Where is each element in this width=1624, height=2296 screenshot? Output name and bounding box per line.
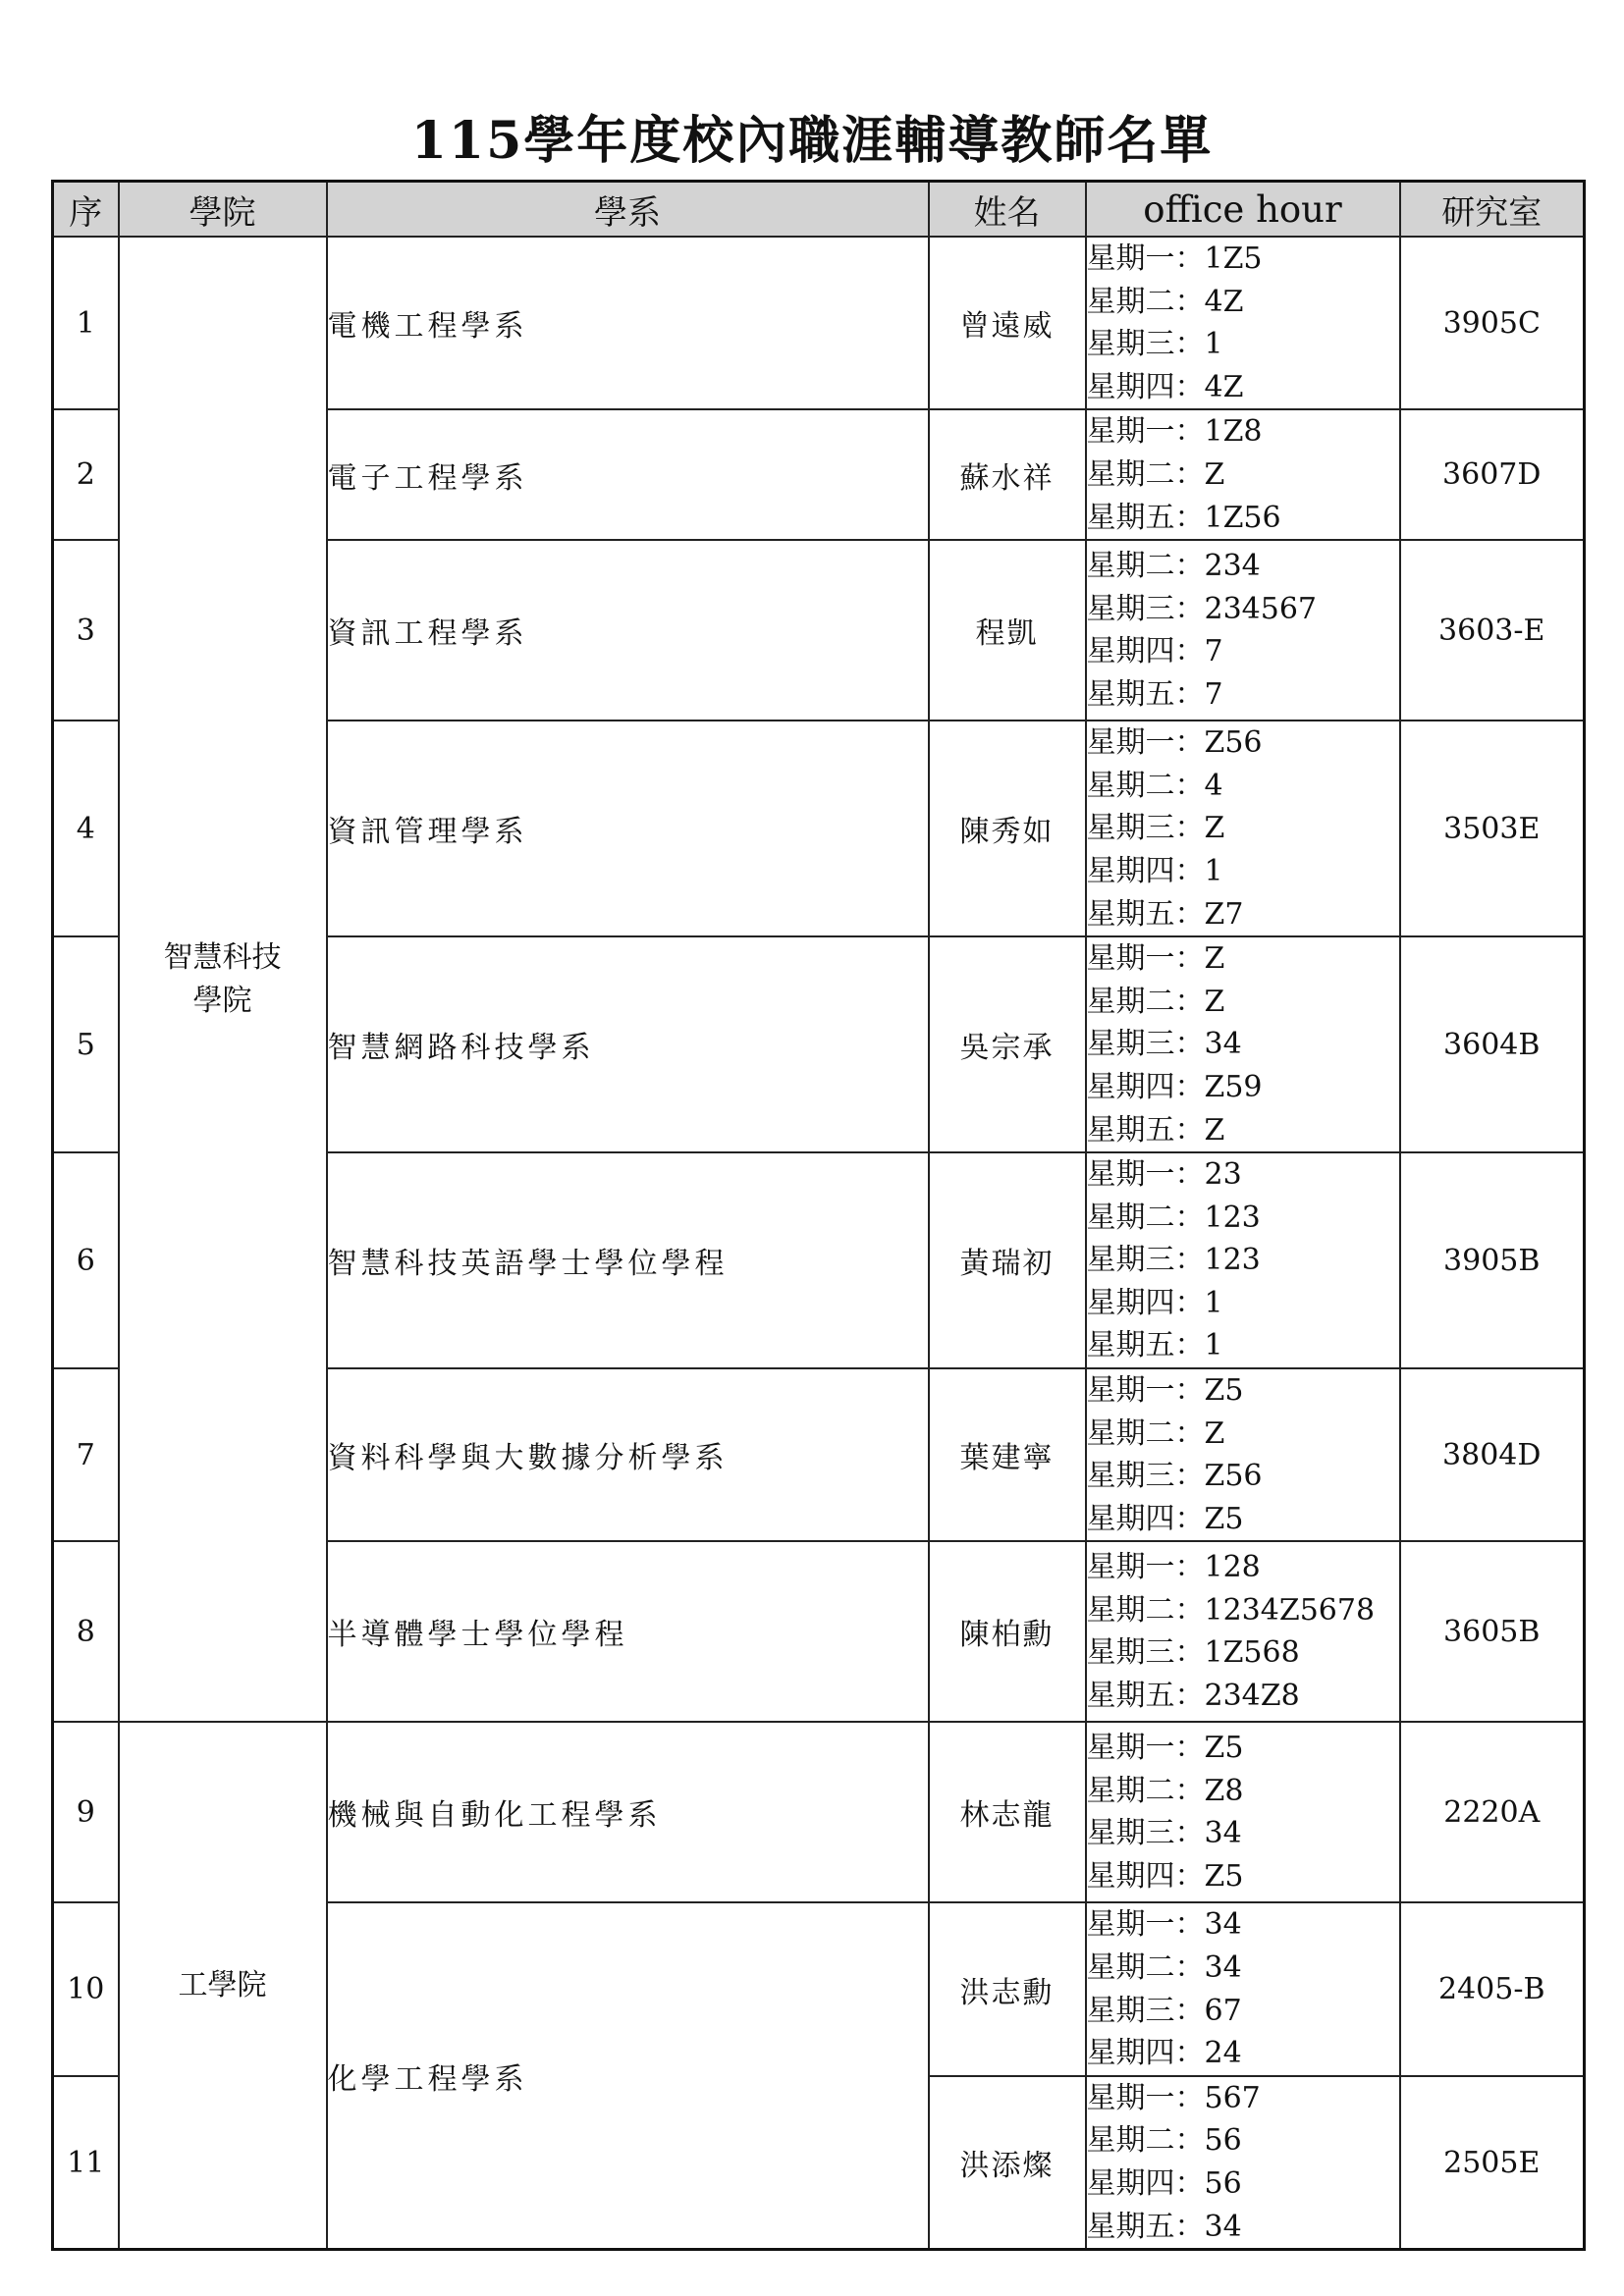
office-hour-line: 星期四：Z5	[1086, 1859, 1244, 1895]
header-seq: 序	[53, 182, 119, 238]
seq-cell: 9	[53, 1722, 119, 1902]
seq-cell: 7	[53, 1368, 119, 1541]
office-hour-line: 星期四：Z5	[1086, 1501, 1244, 1536]
department-cell: 資訊管理學系	[327, 721, 929, 936]
office-hour-line: 星期三：67	[1086, 1993, 1242, 2028]
office-hour-line: 星期三：1Z568	[1086, 1635, 1300, 1671]
college-label: 學院	[192, 983, 252, 1018]
office-hour-line: 星期一：Z5	[1086, 1731, 1244, 1766]
room-cell: 3503E	[1400, 721, 1585, 936]
room-cell: 3604B	[1400, 936, 1585, 1152]
office-hour-cell	[1086, 1152, 1400, 1368]
room-cell: 2405-B	[1400, 1902, 1585, 2075]
room-cell: 2505E	[1400, 2076, 1585, 2250]
seq-cell: 4	[53, 721, 119, 936]
room-cell: 3607D	[1400, 409, 1585, 540]
table-header-row	[53, 182, 1585, 238]
teacher-name: 曾遠威	[929, 237, 1086, 409]
office-hour-line: 星期五：Z	[1086, 1112, 1225, 1148]
office-hour-line: 星期三：Z56	[1086, 1459, 1263, 1494]
office-hour-line: 星期一：23	[1086, 1157, 1242, 1193]
header-room: 研究室	[1400, 182, 1585, 238]
office-hour-cell	[1086, 1368, 1400, 1541]
header-name: 姓名	[929, 182, 1086, 238]
teacher-name: 陳柏勳	[929, 1541, 1086, 1722]
office-hour-line: 星期一：128	[1086, 1550, 1261, 1585]
office-hour-line: 星期三：234567	[1086, 591, 1318, 626]
seq-cell: 10	[53, 1902, 119, 2075]
teacher-name: 洪添燦	[929, 2076, 1086, 2250]
table-row	[53, 237, 1585, 409]
room-cell: 3605B	[1400, 1541, 1585, 1722]
office-hour-line: 星期二：Z	[1086, 456, 1225, 492]
department-cell: 資料科學與大數據分析學系	[327, 1368, 929, 1541]
teacher-name: 程凱	[929, 540, 1086, 721]
department-cell: 電子工程學系	[327, 409, 929, 540]
department-cell: 機械與自動化工程學系	[327, 1722, 929, 1902]
table-row	[53, 1722, 1585, 1902]
office-hour-line: 星期一：Z56	[1086, 725, 1263, 761]
seq-cell: 11	[53, 2076, 119, 2250]
room-cell: 3804D	[1400, 1368, 1585, 1541]
office-hour-cell	[1086, 936, 1400, 1152]
office-hour-cell	[1086, 1722, 1400, 1902]
office-hour-line: 星期三：34	[1086, 1816, 1242, 1851]
seq-cell: 3	[53, 540, 119, 721]
office-hour-line: 星期五：Z7	[1086, 896, 1244, 932]
page-title: 115學年度校內職涯輔導教師名單	[410, 111, 1214, 171]
office-hour-line: 星期二：34	[1086, 1950, 1242, 1986]
seq-cell: 2	[53, 409, 119, 540]
office-hour-line: 星期二：234	[1086, 548, 1261, 583]
office-hour-line: 星期二：Z	[1086, 984, 1225, 1019]
office-hour-line: 星期五：1Z56	[1086, 500, 1281, 535]
room-cell: 3905C	[1400, 237, 1585, 409]
advisor-table	[51, 180, 1586, 2251]
office-hour-line: 星期二：1234Z5678	[1086, 1592, 1376, 1628]
office-hour-line: 星期五：34	[1086, 2209, 1242, 2244]
office-hour-line: 星期三：34	[1086, 1027, 1242, 1062]
teacher-name: 蘇水祥	[929, 409, 1086, 540]
room-cell: 3905B	[1400, 1152, 1585, 1368]
office-hour-line: 星期一：1Z5	[1086, 241, 1263, 276]
department-cell: 半導體學士學位學程	[327, 1541, 929, 1722]
office-hour-cell	[1086, 1902, 1400, 2075]
seq-cell: 5	[53, 936, 119, 1152]
header-college: 學院	[119, 182, 327, 238]
office-hour-line: 星期一：Z5	[1086, 1373, 1244, 1409]
office-hour-line: 星期二：4	[1086, 768, 1223, 803]
office-hour-line: 星期四：24	[1086, 2036, 1242, 2071]
office-hour-cell	[1086, 409, 1400, 540]
office-hour-line: 星期五：234Z8	[1086, 1679, 1300, 1714]
seq-cell: 1	[53, 237, 119, 409]
office-hour-line: 星期二：123	[1086, 1200, 1261, 1235]
office-hour-line: 星期四：56	[1086, 2166, 1242, 2201]
office-hour-line: 星期二：4Z	[1086, 284, 1244, 319]
header-office-hour: office hour	[1086, 182, 1400, 238]
header-department: 學系	[327, 182, 929, 238]
department-cell: 智慧科技英語學士學位學程	[327, 1152, 929, 1368]
office-hour-line: 星期三：Z	[1086, 811, 1225, 846]
office-hour-cell	[1086, 237, 1400, 409]
college-label: 工學院	[178, 1967, 267, 2002]
office-hour-line: 星期一：567	[1086, 2080, 1261, 2115]
room-cell: 2220A	[1400, 1722, 1585, 1902]
teacher-name: 林志龍	[929, 1722, 1086, 1902]
office-hour-line: 星期五：7	[1086, 676, 1223, 712]
department-cell: 資訊工程學系	[327, 540, 929, 721]
office-hour-line: 星期四：1	[1086, 1285, 1223, 1320]
office-hour-cell	[1086, 1541, 1400, 1722]
college-label: 智慧科技	[163, 939, 282, 975]
office-hour-line: 星期二：Z8	[1086, 1773, 1244, 1808]
department-cell: 電機工程學系	[327, 237, 929, 409]
teacher-name: 吳宗承	[929, 936, 1086, 1152]
office-hour-cell	[1086, 540, 1400, 721]
office-hour-line: 星期一：34	[1086, 1907, 1242, 1943]
department-cell: 智慧網路科技學系	[327, 936, 929, 1152]
office-hour-line: 星期四：Z59	[1086, 1069, 1263, 1104]
seq-cell: 8	[53, 1541, 119, 1722]
teacher-name: 陳秀如	[929, 721, 1086, 936]
seq-cell: 6	[53, 1152, 119, 1368]
office-hour-line: 星期三：123	[1086, 1243, 1261, 1278]
room-cell: 3603-E	[1400, 540, 1585, 721]
office-hour-cell	[1086, 2076, 1400, 2250]
office-hour-line: 星期一：Z	[1086, 941, 1225, 977]
office-hour-line: 星期二：Z	[1086, 1415, 1225, 1451]
office-hour-line: 星期三：1	[1086, 327, 1223, 362]
teacher-name: 洪志勳	[929, 1902, 1086, 2075]
teacher-name: 黃瑞初	[929, 1152, 1086, 1368]
office-hour-line: 星期二：56	[1086, 2123, 1242, 2159]
office-hour-line: 星期五：1	[1086, 1328, 1223, 1363]
office-hour-line: 星期一：1Z8	[1086, 414, 1263, 450]
college-cell	[119, 237, 327, 1722]
office-hour-line: 星期四：7	[1086, 634, 1223, 669]
office-hour-cell	[1086, 721, 1400, 936]
office-hour-line: 星期四：1	[1086, 853, 1223, 888]
department-cell: 化學工程學系	[327, 1902, 929, 2249]
teacher-name: 葉建寧	[929, 1368, 1086, 1541]
office-hour-line: 星期四：4Z	[1086, 369, 1244, 404]
college-cell	[119, 1722, 327, 2249]
